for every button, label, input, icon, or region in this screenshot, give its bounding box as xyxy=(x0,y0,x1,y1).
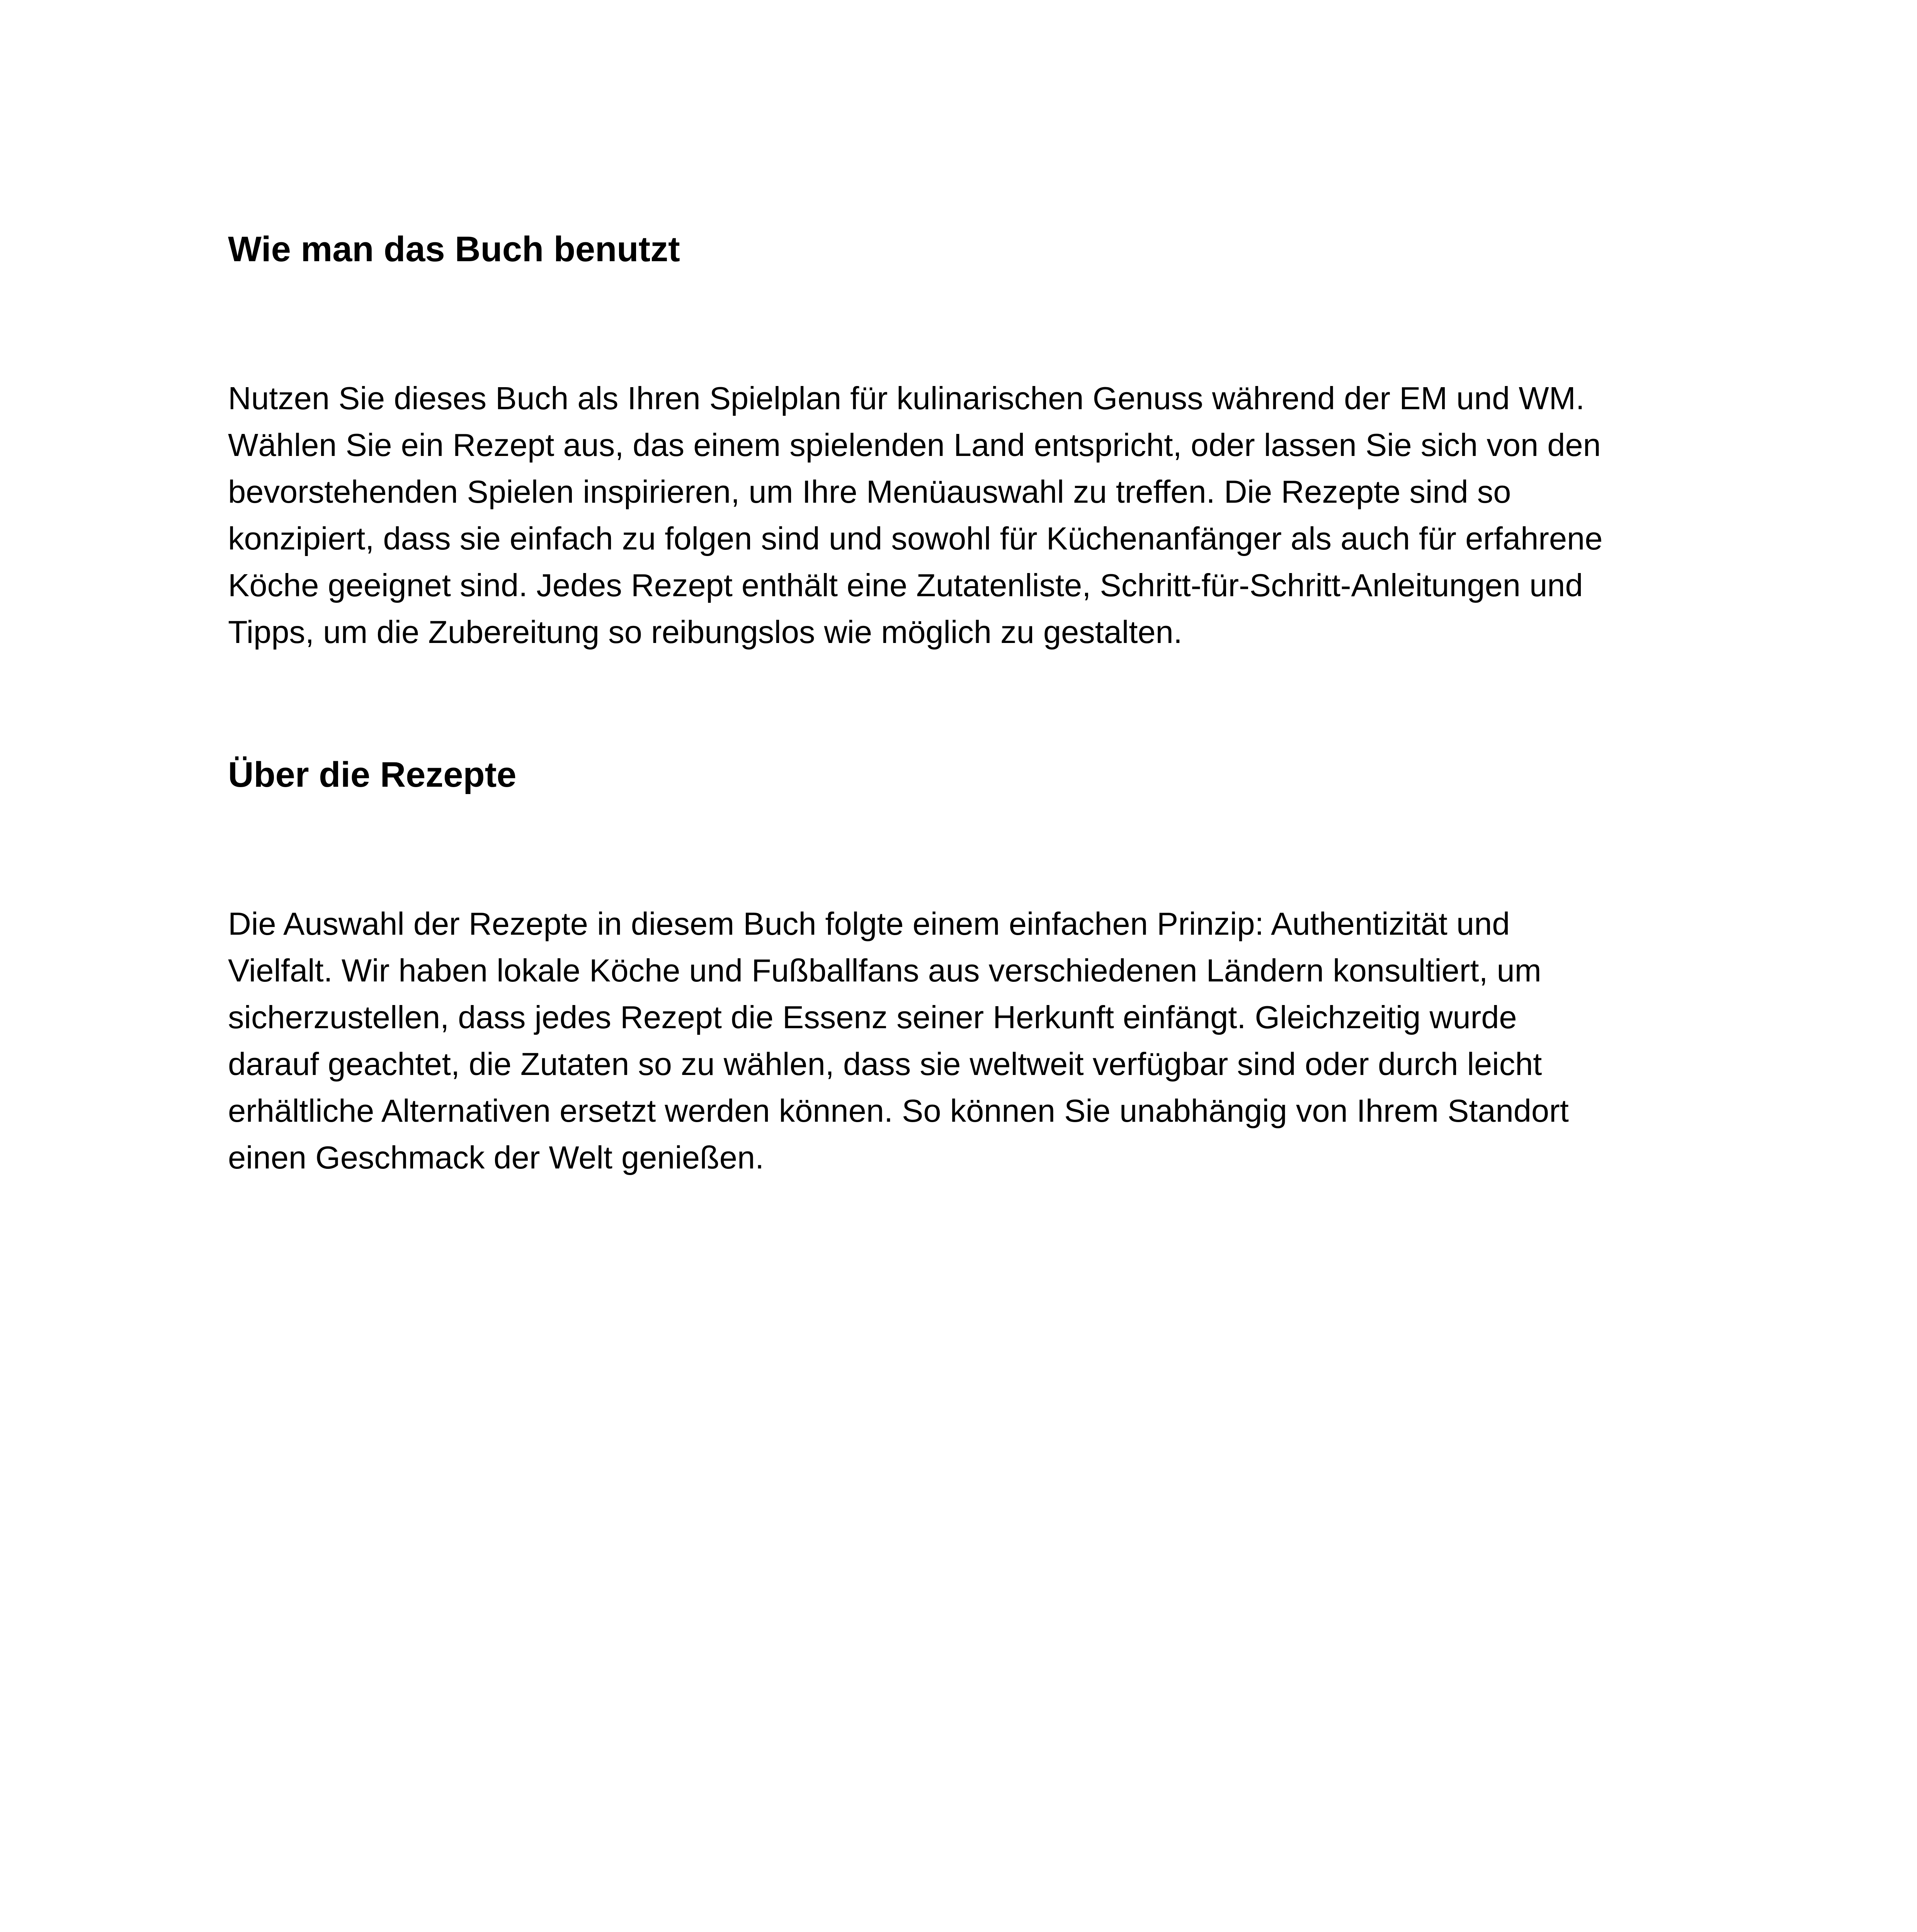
paragraph-line: Die Auswahl der Rezepte in diesem Buch folgte einem einfachen Prinzip: Authentizität und xyxy=(228,906,1510,942)
paragraph-line: Tipps, um die Zubereitung so reibungslos wie möglich zu gestalten. xyxy=(228,614,1182,650)
section-paragraph-about-recipes xyxy=(228,900,1704,1181)
paragraph-line: Köche geeignet sind. Jedes Rezept enthält eine Zutatenliste, Schritt-für-Schritt-Anleitungen und xyxy=(228,567,1583,603)
paragraph-line: sicherzustellen, dass jedes Rezept die Essenz seiner Herkunft einfängt. Gleichzeitig wurde xyxy=(228,999,1517,1035)
paragraph-line: darauf geachtet, die Zutaten so zu wählen, dass sie weltweit verfügbar sind oder durch leicht xyxy=(228,1046,1542,1082)
section-paragraph-how-to-use xyxy=(228,375,1704,655)
paragraph-line: konzipiert, dass sie einfach zu folgen sind und sowohl für Küchenanfänger als auch für erfahrene xyxy=(228,520,1603,556)
paragraph-line: Nutzen Sie dieses Buch als Ihren Spielplan für kulinarischen Genuss während der EM und WM. xyxy=(228,380,1585,416)
section-heading-how-to-use: Wie man das Buch benutzt xyxy=(228,230,680,269)
paragraph-line: Vielfalt. Wir haben lokale Köche und Fußballfans aus verschiedenen Ländern konsultiert, um xyxy=(228,952,1541,988)
section-heading-about-recipes: Über die Rezepte xyxy=(228,755,517,794)
paragraph-line: bevorstehenden Spielen inspirieren, um Ihre Menüauswahl zu treffen. Die Rezepte sind so xyxy=(228,474,1511,510)
paragraph-line: Wählen Sie ein Rezept aus, das einem spielenden Land entspricht, oder lassen Sie sich von den xyxy=(228,427,1601,463)
paragraph-line: einen Geschmack der Welt genießen. xyxy=(228,1139,764,1175)
paragraph-line: erhältliche Alternativen ersetzt werden können. So können Sie unabhängig von Ihrem Standort xyxy=(228,1093,1569,1129)
